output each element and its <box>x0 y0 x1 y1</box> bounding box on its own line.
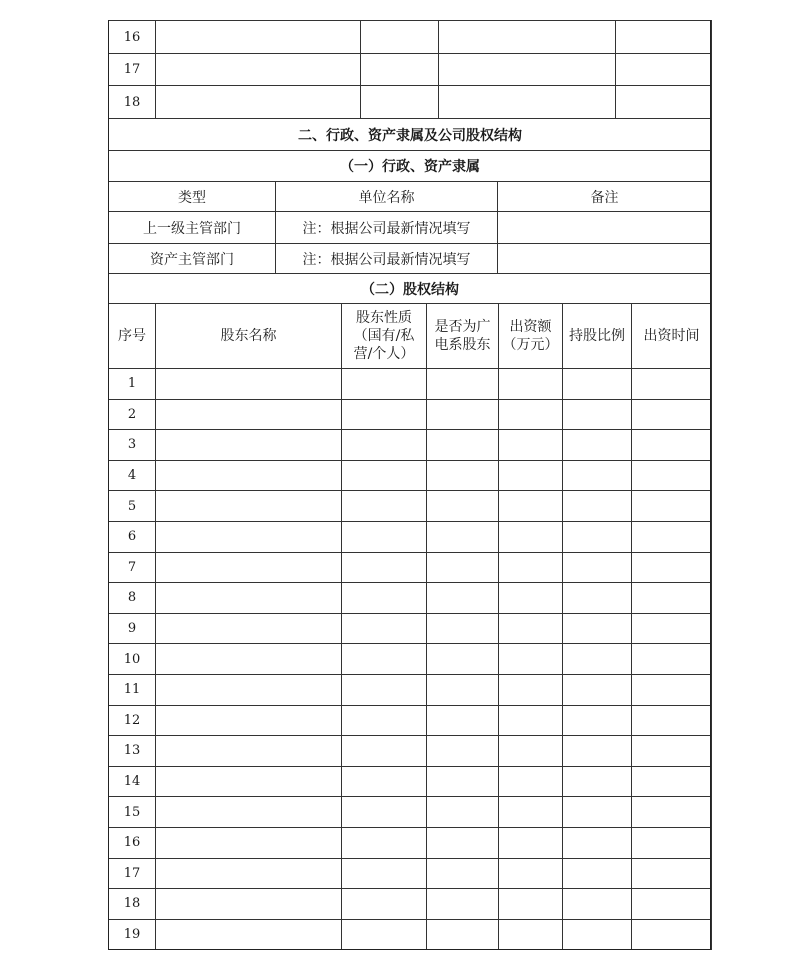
row-number: 11 <box>109 674 156 705</box>
row-number: 18 <box>109 889 156 920</box>
unit-cell: 注：根据公司最新情况填写 <box>276 244 498 274</box>
subsection-title-affiliation: （一）行政、资产隶属 <box>109 151 712 182</box>
row-number: 13 <box>109 736 156 767</box>
row-number: 9 <box>109 613 156 644</box>
unit-cell: 注：根据公司最新情况填写 <box>276 212 498 244</box>
row-number: 4 <box>109 460 156 491</box>
header-seq: 序号 <box>109 304 156 369</box>
row-number: 17 <box>109 54 156 86</box>
row-number: 1 <box>109 369 156 400</box>
header-type: 类型 <box>109 182 276 212</box>
header-unit-name: 单位名称 <box>276 182 498 212</box>
row-number: 17 <box>109 858 156 889</box>
row-number: 6 <box>109 521 156 552</box>
header-shareholder-name: 股东名称 <box>156 304 342 369</box>
row-number: 2 <box>109 399 156 430</box>
type-cell: 上一级主管部门 <box>109 212 276 244</box>
header-shareholder-nature: 股东性质（国有/私营/个人） <box>342 304 427 369</box>
page-frame <box>108 20 711 950</box>
row-number: 19 <box>109 919 156 950</box>
type-cell: 资产主管部门 <box>109 244 276 274</box>
row-number: 14 <box>109 766 156 797</box>
row-number: 15 <box>109 797 156 828</box>
row-number: 3 <box>109 430 156 461</box>
row-number: 5 <box>109 491 156 522</box>
row-number: 8 <box>109 583 156 614</box>
section-title: 二、行政、资产隶属及公司股权结构 <box>109 119 712 151</box>
header-share-ratio: 持股比例 <box>563 304 632 369</box>
subsection-title-equity: （二）股权结构 <box>109 274 712 304</box>
row-number: 10 <box>109 644 156 675</box>
header-remark: 备注 <box>498 182 712 212</box>
row-number: 16 <box>109 827 156 858</box>
row-number: 12 <box>109 705 156 736</box>
header-contribution-amount: 出资额（万元） <box>499 304 563 369</box>
row-number: 16 <box>109 21 156 54</box>
row-number: 18 <box>109 86 156 119</box>
row-number: 7 <box>109 552 156 583</box>
header-broadcast-shareholder: 是否为广电系股东 <box>427 304 499 369</box>
header-contribution-time: 出资时间 <box>632 304 712 369</box>
